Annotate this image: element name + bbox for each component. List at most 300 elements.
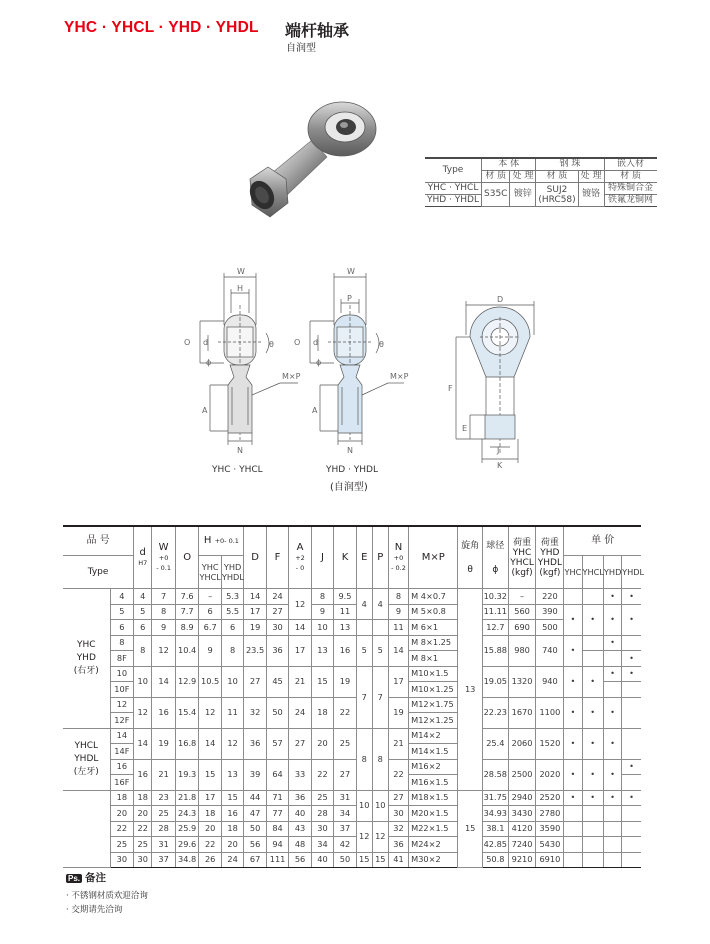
cell-size: 12F [110,713,134,729]
cell-w: 16 [152,697,176,728]
cell-hc: 6.7 [199,620,221,636]
cell-a: 17 [289,635,311,666]
price-yhdl [622,728,641,759]
table-row [63,852,641,868]
price-yhdl [622,837,641,853]
price-yhcl [582,651,603,667]
hdr-ball-label: 球径 [486,540,505,551]
table-row [63,620,641,636]
cell-load-yhd: 220 [536,589,564,605]
group-left-line: YHCL [74,740,99,751]
hdr-ball [482,526,508,589]
cell-j: 25 [311,790,333,806]
cell-load-yhd: 940 [536,666,564,697]
hdr-load-yhc-3: YHCL [510,557,534,568]
dim-label-d: d [203,338,209,347]
cell-size: 10F [110,682,134,698]
price-yhdl [622,697,641,728]
price-yhd [603,837,621,853]
cell-D: 32 [244,697,266,728]
cell-hd: 5.5 [221,604,243,620]
cell-k: 22 [334,697,356,728]
cell-o: 8.9 [175,620,199,636]
hdr-n-label: N [394,541,403,553]
mat-type-label: Type [425,158,482,183]
price-yhdl [622,635,641,651]
hdr-a-tol2: - 0 [295,563,305,572]
hdr-f: F [266,526,288,589]
cell-load-yhc: 1670 [508,697,536,728]
cell-f: 27 [266,604,288,620]
price-yhc-dot: • [564,728,582,759]
cell-o: 25.9 [175,821,199,837]
price-yhcl [582,837,603,853]
cell-ball: 12.7 [482,620,508,636]
cell-size: 6 [110,620,134,636]
price-yhd [603,852,621,868]
price-yhc-dot: • [564,759,582,790]
price-yhcl-dot: • [582,728,603,759]
cell-mxp: M20×1.5 [409,806,458,822]
hdr-mxp: M×P [409,526,458,589]
cell-load-yhc: – [508,589,536,605]
group-right-hand [63,589,110,729]
cell-d: 5 [134,604,152,620]
hdr-e: E [356,526,372,589]
cell-hc: 10.5 [199,666,221,697]
dim-label-a: A [312,406,318,415]
price-yhc [564,837,582,853]
dim-label-k: K [497,461,503,470]
cell-D: 36 [244,728,266,759]
dim-label-a: A [202,406,208,415]
table-row [63,806,641,822]
cell-k: 50 [334,852,356,868]
hdr-load-yhd-4: (kgf) [539,567,561,578]
cell-n: 9 [388,604,408,620]
cell-f: 84 [266,821,288,837]
hdr-load-yhd-3: YHDL [537,557,562,568]
table-row [63,697,641,713]
cell-w: 23 [152,790,176,806]
table-row [63,604,641,620]
price-yhd-dot: • [603,589,621,605]
cell-hd: 24 [221,852,243,868]
cell-e: 15 [356,852,372,868]
cell-ball: 28.58 [482,759,508,790]
hdr-j: J [311,526,333,589]
hdr-p: P [372,526,388,589]
cell-a: 43 [289,821,311,837]
cell-d: 20 [134,806,152,822]
cell-e: 12 [356,821,372,852]
price-yhd [603,806,621,822]
cell-size: 30 [110,852,134,868]
cell-k: 37 [334,821,356,837]
notes-section [66,870,148,915]
cell-size: 16F [110,775,134,791]
price-yhd-dot: • [603,604,621,635]
hdr-load-yhc-4: (kgf) [511,567,533,578]
cell-a: 27 [289,728,311,759]
cell-ball: 42.85 [482,837,508,853]
dim-label-j: J [497,446,500,455]
dim-label-mxp: M×P [282,372,301,381]
cell-o: 34.8 [175,852,199,868]
cell-n: 17 [388,666,408,697]
hdr-swivel-label: 旋角 [461,540,480,551]
mat-row-type: YHC · YHCL [425,183,482,195]
cell-size: 8F [110,651,134,667]
mat-insert: 特殊铜合金 [604,183,657,195]
cell-ball: 50.8 [482,852,508,868]
price-yhdl [622,821,641,837]
cell-mxp: M14×1.5 [409,744,458,760]
cell-size: 14F [110,744,134,760]
mat-sub-treatment: 处 理 [578,171,604,183]
table-row [63,790,641,806]
cell-o: 16.8 [175,728,199,759]
cell-d: 18 [134,790,152,806]
cell-d: 22 [134,821,152,837]
cell-n: 21 [388,728,408,759]
cell-n: 22 [388,759,408,790]
price-yhc [564,806,582,822]
cell-k: 34 [334,806,356,822]
dim-label-o: O [184,338,191,347]
cell-load-yhd: 3590 [536,821,564,837]
cell-load-yhc: 9210 [508,852,536,868]
cell-hc: 14 [199,728,221,759]
cell-w: 31 [152,837,176,853]
cell-mxp: M14×2 [409,728,458,744]
price-yhc-dot: • [564,790,582,806]
cell-a: 24 [289,697,311,728]
cell-f: 71 [266,790,288,806]
hdr-price-yhdl: YHDL [622,556,641,589]
cell-f: 50 [266,697,288,728]
cell-f: 30 [266,620,288,636]
cell-w: 19 [152,728,176,759]
cell-ball: 34.93 [482,806,508,822]
cell-a: 48 [289,837,311,853]
cell-load-yhd: 2520 [536,790,564,806]
cell-mxp: M12×1.25 [409,713,458,729]
cell-o: 15.4 [175,697,199,728]
hdr-h-label: H [203,535,212,546]
cell-D: 47 [244,806,266,822]
price-yhd-dot: • [603,790,621,806]
price-yhcl-dot: • [582,759,603,790]
cell-mxp: M22×1.5 [409,821,458,837]
mat-ball-treatment: 镀铬 [578,183,604,207]
cell-f: 24 [266,589,288,605]
cell-n: 27 [388,790,408,806]
cell-f: 77 [266,806,288,822]
price-yhc [564,589,582,605]
price-yhd [603,821,621,837]
cell-mxp: M 6×1 [409,620,458,636]
cell-j: 22 [311,759,333,790]
price-yhcl [582,635,603,651]
cell-D: 50 [244,821,266,837]
cell-load-yhd: 1100 [536,697,564,728]
cell-w: 12 [152,635,176,666]
cell-p: 12 [372,821,388,852]
cell-size: 5 [110,604,134,620]
cell-hd: 20 [221,837,243,853]
cell-o: 10.4 [175,635,199,666]
notes-title: 备注 [85,872,107,884]
hdr-load-yhc-1: 荷重 [513,537,532,548]
price-yhd-dot: • [603,728,621,759]
drawing-front-view [456,301,534,463]
cell-load-yhd: 500 [536,620,564,636]
cell-hd: 8 [221,635,243,666]
cell-k: 16 [334,635,356,666]
dim-label-d: d [313,338,319,347]
cell-o: 12.9 [175,666,199,697]
ps-badge: Ps. [68,874,81,883]
hdr-price: 单 价 [564,526,641,556]
hdr-type: Type [63,556,134,589]
note-line: · 不锈钢材质欢迎洽询 [66,891,148,901]
technical-drawings [180,265,560,475]
dim-label-phi: ϕ [206,358,212,367]
cell-mxp: M30×2 [409,852,458,868]
cell-j: 34 [311,837,333,853]
cell-load-yhc: 7240 [508,837,536,853]
hdr-swivel-sym: θ [467,564,473,575]
price-yhcl-dot: • [582,604,603,635]
cell-e: 7 [356,666,372,728]
price-yhd-dot: • [603,666,621,682]
dim-label-D: D [497,295,504,304]
hdr-load-yhd [536,526,564,589]
price-yhd [603,682,621,698]
drawing-yhd [310,273,404,445]
table-row [63,666,641,682]
hdr-load-yhc-2: YHC [512,547,532,558]
cell-mxp: M16×2 [409,759,458,775]
cell-load-yhc: 980 [508,635,536,666]
cell-d: 8 [134,635,152,666]
table-row [63,821,641,837]
table-row [63,635,641,651]
group-left-hand [63,728,110,790]
cell-hd: 10 [221,666,243,697]
cell-d: 25 [134,837,152,853]
cell-load-yhc: 2060 [508,728,536,759]
cell-f: 36 [266,635,288,666]
hdr-w [152,526,176,589]
hdr-price-yhcl: YHCL [582,556,603,589]
cell-size: 16 [110,759,134,775]
cell-hc: – [199,589,221,605]
group-empty [63,790,110,868]
cell-load-yhc: 560 [508,604,536,620]
hdr-d-label: d [139,546,146,558]
cell-k: 25 [334,728,356,759]
cell-load-yhc: 2500 [508,759,536,790]
price-yhd-dot: • [603,697,621,728]
cell-k: 19 [334,666,356,697]
cell-j: 9 [311,604,333,620]
hdr-h [199,526,244,556]
cell-ball: 22.23 [482,697,508,728]
cell-w: 28 [152,821,176,837]
table-row [63,728,641,744]
price-yhd-dot: • [603,759,621,790]
cell-D: 67 [244,852,266,868]
cell-d: 16 [134,759,152,790]
cell-n: 19 [388,697,408,728]
hdr-a [289,526,311,589]
cell-load-yhc: 1320 [508,666,536,697]
cell-e: 5 [356,635,372,666]
price-yhdl [622,806,641,822]
cell-j: 28 [311,806,333,822]
dim-label-o: O [294,338,301,347]
cell-n: 8 [388,589,408,605]
cell-hd: 15 [221,790,243,806]
cell-e: 10 [356,790,372,821]
cell-load-yhc: 2940 [508,790,536,806]
cell-load-yhc: 3430 [508,806,536,822]
cell-hd: 6 [221,620,243,636]
cell-load-yhd: 2020 [536,759,564,790]
cell-hc: 26 [199,852,221,868]
hdr-w-tol1: +0 [158,553,169,562]
cell-size: 4 [110,589,134,605]
dim-label-e: E [462,424,468,433]
cell-ball: 38.1 [482,821,508,837]
hdr-n-tol2: - 0.2 [391,563,406,572]
cell-d: 14 [134,728,152,759]
cell-e: 8 [356,728,372,790]
table-row [63,759,641,775]
cell-d: 30 [134,852,152,868]
cell-size: 10 [110,666,134,682]
cell-d: 10 [134,666,152,697]
cell-f: 111 [266,852,288,868]
cell-o: 19.3 [175,759,199,790]
cell-D: 44 [244,790,266,806]
hdr-price-yhd: YHD [603,556,621,589]
cell-ball: 25.4 [482,728,508,759]
price-yhdl-dot: • [622,790,641,806]
mat-col-ball: 钢 珠 [536,158,604,171]
price-yhcl-dot: • [582,790,603,806]
group-left-line: (左牙) [73,766,99,777]
cell-w: 25 [152,806,176,822]
hdr-h-yhc-1: YHC [201,562,219,572]
cell-hc: 20 [199,821,221,837]
cell-w: 37 [152,852,176,868]
price-yhdl-dot: • [622,604,641,635]
dim-label-w: W [237,267,245,276]
cell-hc: 6 [199,604,221,620]
hdr-pinhao: 品 号 [63,526,134,556]
dim-label-mxp: M×P [390,372,409,381]
caption-yhd-sub: (自润型) [330,482,368,493]
mat-body-treatment: 镀锌 [510,183,536,207]
cell-o: 7.6 [175,589,199,605]
cell-load-yhc: 4120 [508,821,536,837]
cell-hc: 12 [199,697,221,728]
cell-p: 5 [372,635,388,666]
price-yhcl-dot: • [582,666,603,697]
cell-hd: 13 [221,759,243,790]
mat-ball-material [536,183,578,207]
cell-k: 9.5 [334,589,356,605]
hdr-h-yhd [221,556,243,589]
cell-p [372,620,388,636]
cell-j: 13 [311,635,333,666]
price-yhcl [582,852,603,868]
mat-col-insert: 嵌入材 [604,158,657,171]
cell-a: 33 [289,759,311,790]
price-yhdl [622,682,641,698]
hdr-h-yhc [199,556,221,589]
cell-p: 7 [372,666,388,728]
cell-a: 56 [289,852,311,868]
cell-w: 21 [152,759,176,790]
cell-n: 36 [388,837,408,853]
cell-e [356,620,372,636]
dim-label-phi: ϕ [316,358,322,367]
cell-f: 57 [266,728,288,759]
mat-ball-material-1: SUJ2 [546,184,568,195]
hdr-h-tol1: +0 [214,537,225,545]
catalog-title-cn: 端杆轴承 [285,21,350,40]
cell-p: 10 [372,790,388,821]
cell-ball: 15.88 [482,635,508,666]
price-yhcl [582,821,603,837]
cell-hd: 12 [221,728,243,759]
cell-size: 14 [110,728,134,744]
cell-d: 12 [134,697,152,728]
cell-mxp: M10×1.25 [409,682,458,698]
group-right-line: YHD [76,652,96,663]
price-yhd-dot: • [603,635,621,651]
cell-n: 41 [388,852,408,868]
price-yhd [603,651,621,667]
cell-size: 20 [110,806,134,822]
cell-w: 9 [152,620,176,636]
cell-p: 8 [372,728,388,790]
cell-D: 39 [244,759,266,790]
hdr-ball-sym: ϕ [492,564,499,575]
hdr-load-yhd-1: 荷重 [540,537,559,548]
cell-j: 20 [311,728,333,759]
cell-j: 8 [311,589,333,605]
spec-table [63,525,645,868]
cell-e: 4 [356,589,372,620]
cell-d: 4 [134,589,152,605]
hdr-d-tol: H7 [138,558,148,567]
price-yhdl-dot: • [622,759,641,775]
cell-size: 12 [110,697,134,713]
dim-label-n: N [237,446,243,455]
cell-swivel-13: 13 [458,589,483,791]
cell-hc: 18 [199,806,221,822]
dim-label-theta: θ [269,340,274,349]
hdr-w-label: W [158,541,169,553]
dim-label-n: N [347,446,353,455]
material-table [425,157,657,207]
mat-body-material: S35C [482,183,510,207]
